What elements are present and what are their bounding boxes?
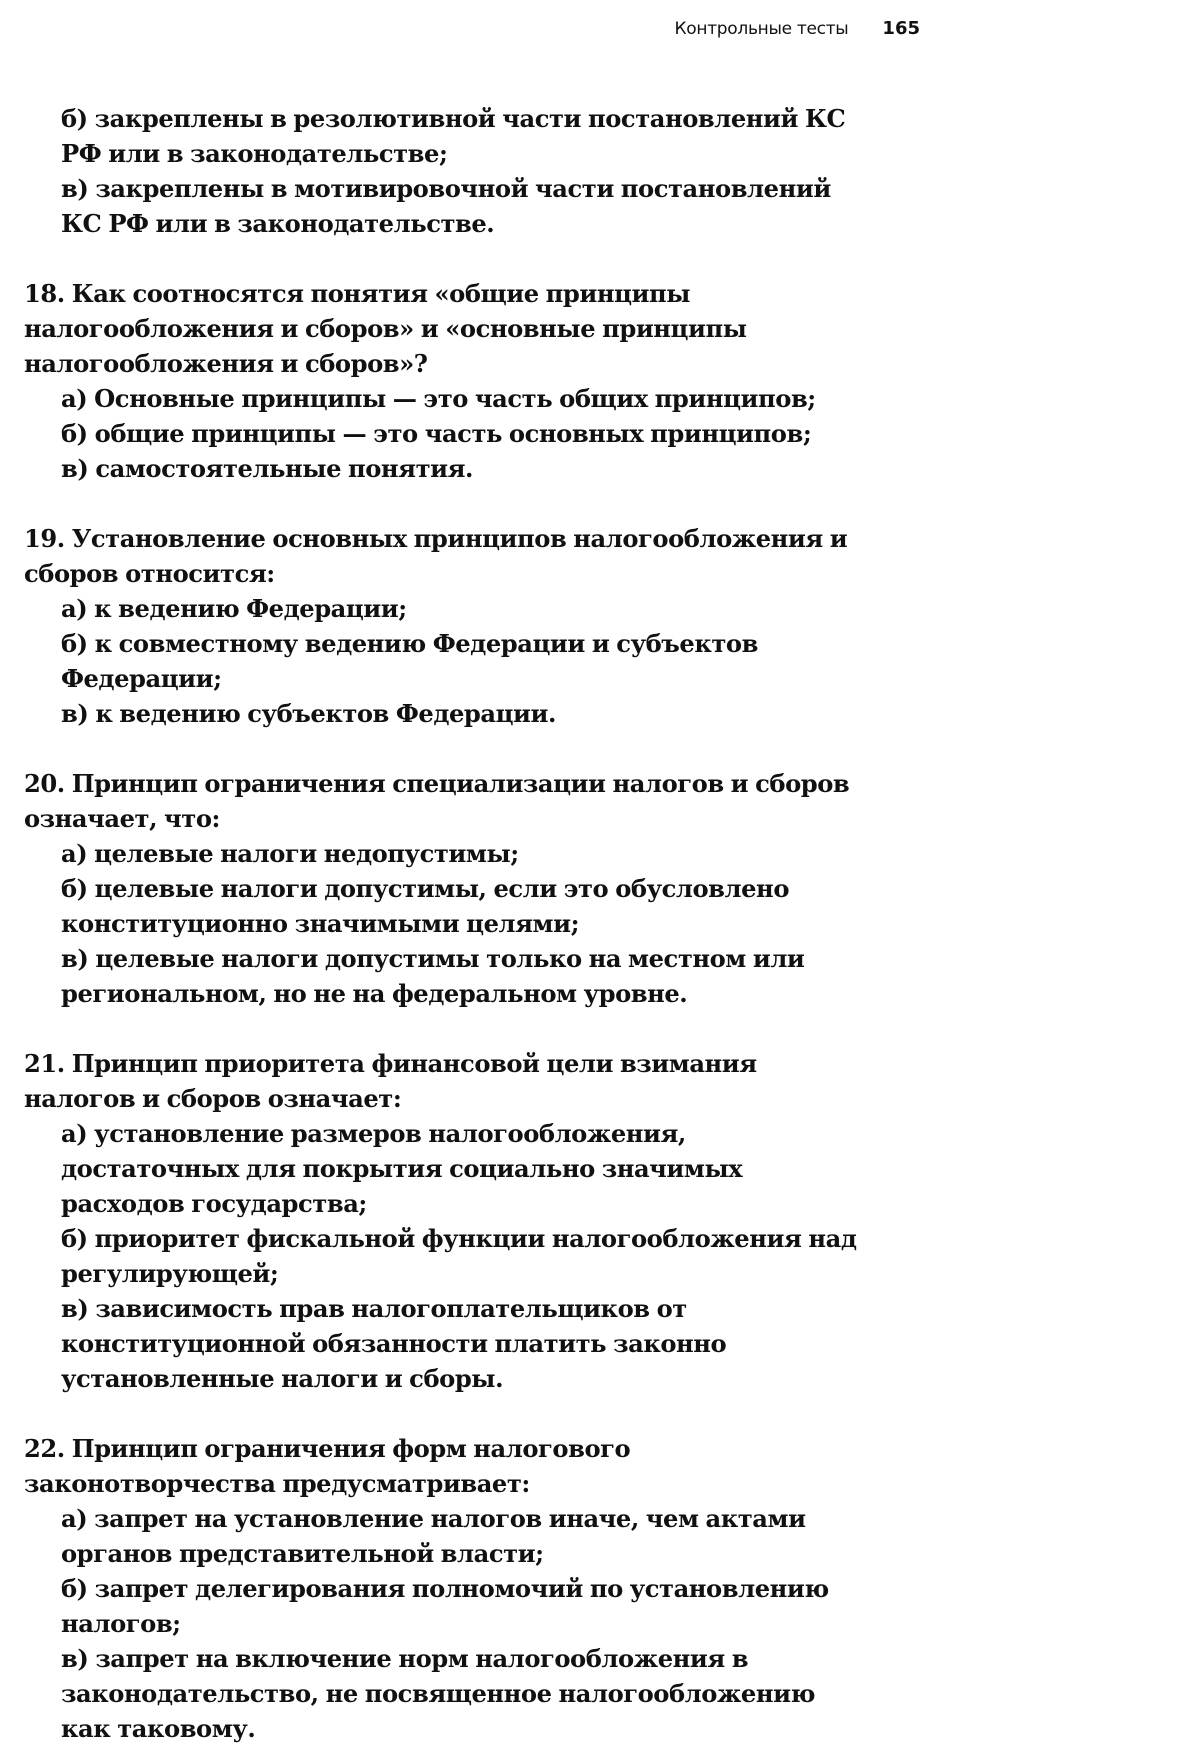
question-continuation xyxy=(24,101,864,241)
answer-option: б) приоритет фискальной функции налогообложения над регулирующей; xyxy=(61,1224,857,1288)
question-20 xyxy=(24,766,864,1011)
question-18 xyxy=(24,276,864,486)
answer-option: а) Основные принципы — это часть общих принципов; xyxy=(61,384,816,413)
answer-option: а) запрет на установление налогов иначе, чем актами органов представительной власти; xyxy=(61,1504,806,1568)
answer-option: в) запрет на включение норм налогообложения в законодательство, не посвященное налогообложению как таковому. xyxy=(61,1644,815,1743)
answer-option: б) к совместному ведению Федерации и субъектов Федерации; xyxy=(61,629,758,693)
question-19 xyxy=(24,521,864,731)
answer-option: б) целевые налоги допустимы, если это обусловлено конституционно значимыми целями; xyxy=(61,874,789,938)
answer-option: б) общие принципы — это часть основных принципов; xyxy=(61,419,812,448)
answer-option: а) к ведению Федерации; xyxy=(61,594,407,623)
question-text: 18. Как соотносятся понятия «общие принципы налогообложения и сборов» и «основные принципы налогообложения и сборов»? xyxy=(24,279,747,378)
running-title: Контрольные тесты xyxy=(674,19,849,39)
answer-option: а) целевые налоги недопустимы; xyxy=(61,839,519,868)
question-text: 19. Установление основных принципов налогообложения и сборов относится: xyxy=(24,524,848,588)
answer-option: в) целевые налоги допустимы только на местном или региональном, но не на федеральном уровне. xyxy=(61,944,805,1008)
answer-option: в) зависимость прав налогоплательщиков от конституционной обязанности платить законно установленные налоги и сборы. xyxy=(61,1294,727,1393)
page-content xyxy=(24,101,864,1746)
page-header xyxy=(675,18,920,39)
question-21 xyxy=(24,1046,864,1396)
question-text: 22. Принцип ограничения форм налогового законотворчества предусматривает: xyxy=(24,1434,631,1498)
question-22 xyxy=(24,1431,864,1746)
question-text: 21. Принцип приоритета финансовой цели взимания налогов и сборов означает: xyxy=(24,1049,757,1113)
answer-option: в) закреплены в мотивировочной части постановлений КС РФ или в законодательстве. xyxy=(61,174,831,238)
page-number: 165 xyxy=(882,18,920,39)
answer-option: в) к ведению субъектов Федерации. xyxy=(61,699,556,728)
answer-option: б) закреплены в резолютивной части постановлений КС РФ или в законодательстве; xyxy=(61,104,846,168)
answer-option: в) самостоятельные понятия. xyxy=(61,454,474,483)
answer-option: б) запрет делегирования полномочий по установлению налогов; xyxy=(61,1574,829,1638)
question-text: 20. Принцип ограничения специализации налогов и сборов означает, что: xyxy=(24,769,850,833)
answer-option: а) установление размеров налогообложения, достаточных для покрытия социально значимых расходов государства; xyxy=(61,1119,743,1218)
